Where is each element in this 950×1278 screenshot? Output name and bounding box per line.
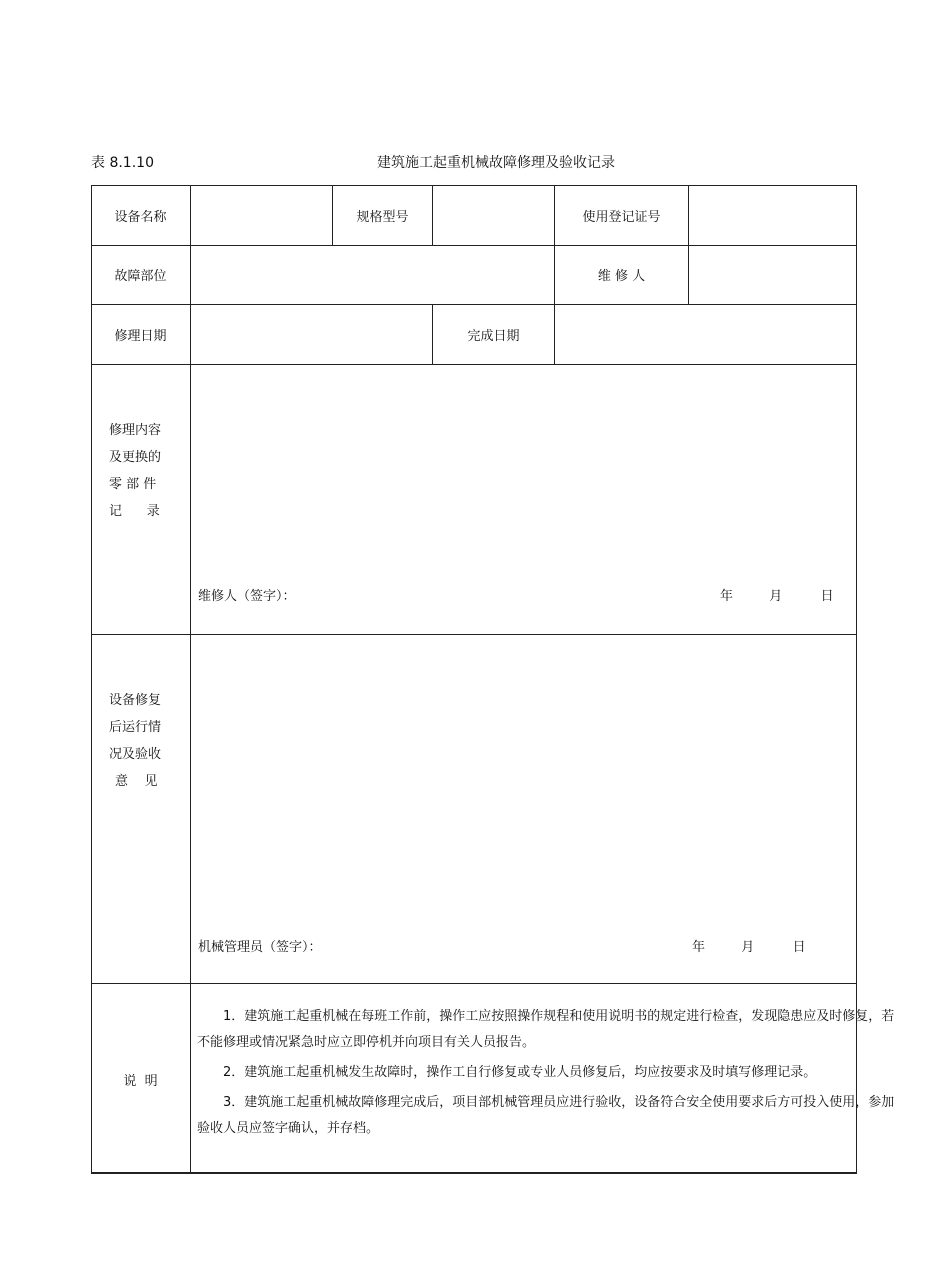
acceptance-content[interactable] [191, 635, 857, 983]
repair-date-field[interactable] [191, 305, 432, 364]
finish-date-field[interactable] [555, 305, 857, 364]
row-acceptance [91, 635, 857, 984]
fault-part-field[interactable] [191, 245, 554, 304]
finish-date-label: 完成日期 [467, 329, 520, 344]
repairer-label: 维 修 人 [597, 269, 646, 284]
repair-record-label-line: 零 部 件 [109, 477, 157, 492]
model-field[interactable] [433, 185, 554, 245]
row-dates [91, 305, 857, 365]
form-title: 建筑施工起重机械故障修理及验收记录 [377, 155, 615, 171]
repair-record-date[interactable] [720, 585, 834, 604]
repair-record-label-line: 及更换的 [109, 450, 162, 465]
registration-cert-label: 使用登记证号 [582, 209, 661, 225]
equipment-name-field[interactable] [191, 185, 332, 245]
row-repair-record [91, 365, 857, 635]
month-label: 月 [741, 940, 755, 955]
note-item: 3．建筑施工起重机械故障修理完成后，项目部机械管理员应进行验收，设备符合安全使用要求后方可投入使用，参加验收人员应签字确认，并存档。 [197, 1095, 895, 1136]
acceptance-label-line: 意 见 [115, 774, 158, 789]
acceptance-date[interactable] [692, 936, 806, 955]
repair-acceptance-form [91, 185, 895, 1174]
month-label: 月 [769, 589, 783, 604]
acceptance-label-line: 后运行情 [109, 720, 162, 735]
acceptance-label-line: 况及验收 [109, 747, 162, 762]
table-code: 表 8.1.10 [91, 155, 154, 171]
model-label: 规格型号 [356, 209, 409, 225]
notes-label: 说 明 [123, 1073, 158, 1089]
fault-part-label: 故障部位 [114, 269, 167, 284]
notes-list [197, 1004, 897, 1146]
day-label: 日 [820, 589, 834, 604]
repairer-field[interactable] [689, 245, 857, 304]
note-item: 1．建筑施工起重机械在每班工作前，操作工应按照操作规程和使用说明书的规定进行检查，发现隐患应及时修复，若不能修理或情况紧急时应立即停机并向项目有关人员报告。 [197, 1009, 895, 1050]
repair-record-label-line: 修理内容 [109, 423, 162, 438]
row-equipment [91, 185, 857, 246]
manager-signature-label: 机械管理员（签字）： [198, 940, 322, 955]
acceptance-label [109, 687, 179, 795]
row-fault [91, 245, 857, 305]
year-label: 年 [720, 589, 734, 604]
acceptance-label-line: 设备修复 [109, 693, 162, 708]
note-item: 2．建筑施工起重机械发生故障时，操作工自行修复或专业人员修复后，均应按要求及时填写修理记录。 [223, 1065, 817, 1080]
day-label: 日 [792, 940, 806, 955]
repair-date-label: 修理日期 [114, 329, 167, 344]
registration-cert-field[interactable] [689, 185, 857, 245]
year-label: 年 [692, 940, 706, 955]
repairer-signature-label: 维修人（签字）： [198, 589, 296, 604]
repair-record-label [109, 417, 179, 525]
repair-record-label-line: 记 录 [109, 504, 160, 519]
row-notes [91, 984, 895, 1174]
equipment-name-label: 设备名称 [114, 209, 167, 225]
